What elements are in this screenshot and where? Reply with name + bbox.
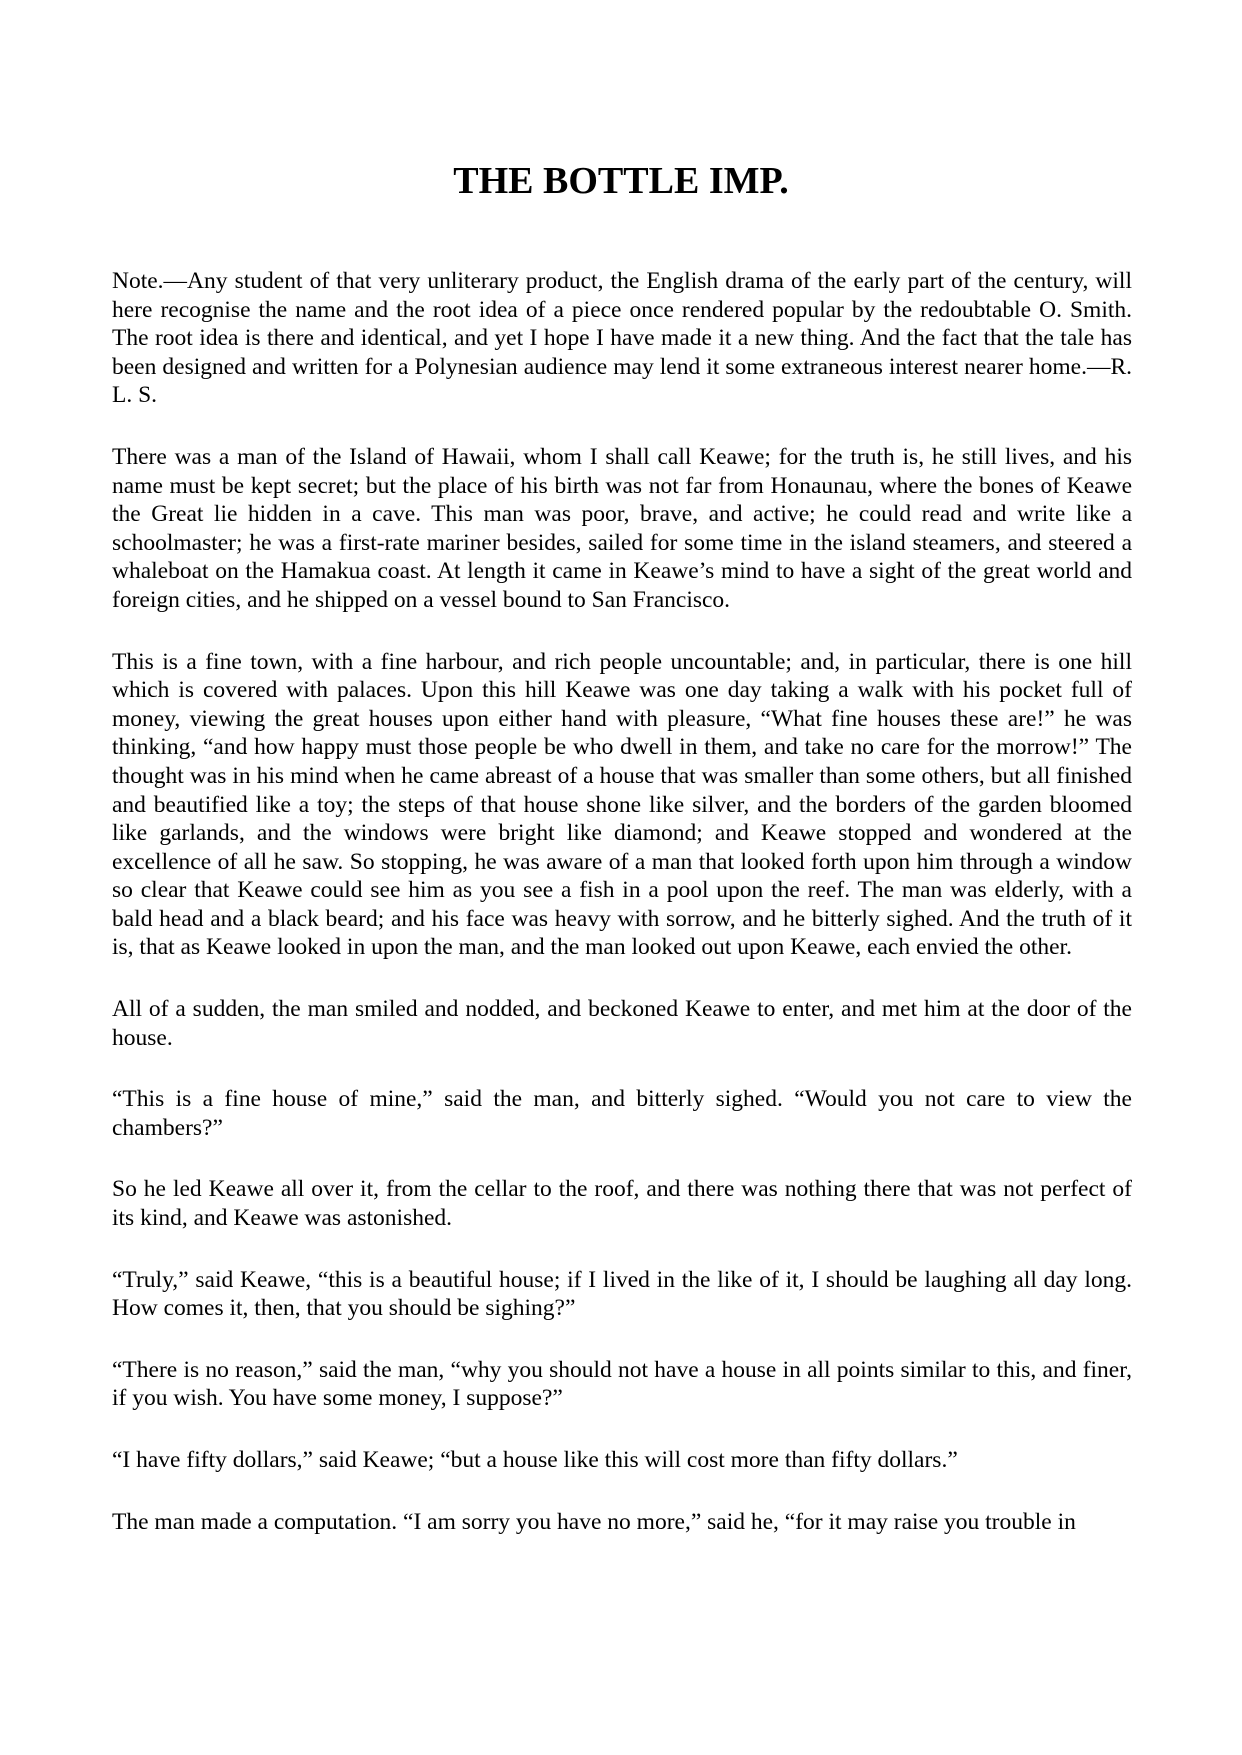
paragraph: All of a sudden, the man smiled and nodded, and beckoned Keawe to enter, and met him at the door of the house. [112, 996, 1132, 1051]
paragraph: “This is a fine house of mine,” said the man, and bitterly sighed. “Would you not care to view the chambers?” [112, 1086, 1132, 1141]
paragraph: The man made a computation. “I am sorry you have no more,” said he, “for it may raise you trouble in [112, 1508, 1076, 1535]
body-text [112, 267, 1132, 1536]
paragraph-note: Note.—Any student of that very unliterary product, the English drama of the early part of the century, will here recognise the name and the root idea of a piece once rendered popular by the redoubtable O. Smith. The root idea is there and identical, and yet I hope I have made it a new thing. And the fact that the tale has been designed and written for a Polynesian audience may lend it some extraneous interest nearer home.—R. L. S. [112, 268, 1132, 409]
paragraph: This is a fine town, with a fine harbour, and rich people uncountable; and, in particular, there is one hill which is covered with palaces. Upon this hill Keawe was one day taking a walk with his pocket full of money, viewing the great houses upon either hand with pleasure, “What fine houses these are!” he was thinking, “and how happy must those people be who dwell in them, and take no care for the morrow!” The thought was in his mind when he came abreast of a house that was smaller than some others, but all finished and beautified like a toy; the steps of that house shone like silver, and the borders of the garden bloomed like garlands, and the windows were bright like diamond; and Keawe stopped and wondered at the excellence of all he saw. So stopping, he was aware of a man that looked forth upon him through a window so clear that Keawe could see him as you see a fish in a pool upon the reef. The man was elderly, with a bald head and a black beard; and his face was heavy with sorrow, and he bitterly sighed. And the truth of it is, that as Keawe looked in upon the man, and the man looked out upon Keawe, each envied the other. [112, 648, 1132, 961]
paragraph: “I have fifty dollars,” said Keawe; “but a house like this will cost more than fifty dollars.” [112, 1447, 958, 1473]
paragraph: There was a man of the Island of Hawaii, whom I shall call Keawe; for the truth is, he still lives, and his name must be kept secret; but the place of his birth was not far from Honaunau, where the bones of Keawe the Great lie hidden in a cave. This man was poor, brave, and active; he could read and write like a schoolmaster; he was a first-rate mariner besides, sailed for some time in the island steamers, and steered a whaleboat on the Hamakua coast. At length it came in Keawe’s mind to have a sight of the great world and foreign cities, and he shipped on a vessel bound to San Francisco. [112, 443, 1132, 613]
paragraph: “There is no reason,” said the man, “why you should not have a house in all points similar to this, and finer, if you wish. You have some money, I suppose?” [112, 1356, 1132, 1412]
page-title: THE BOTTLE IMP. [453, 160, 789, 202]
paragraph: “Truly,” said Keawe, “this is a beautiful house; if I lived in the like of it, I should be laughing all day long. How comes it, then, that you should be sighing?” [112, 1266, 1132, 1322]
paragraph: So he led Keawe all over it, from the cellar to the roof, and there was nothing there that was not perfect of its kind, and Keawe was astonished. [112, 1176, 1132, 1232]
